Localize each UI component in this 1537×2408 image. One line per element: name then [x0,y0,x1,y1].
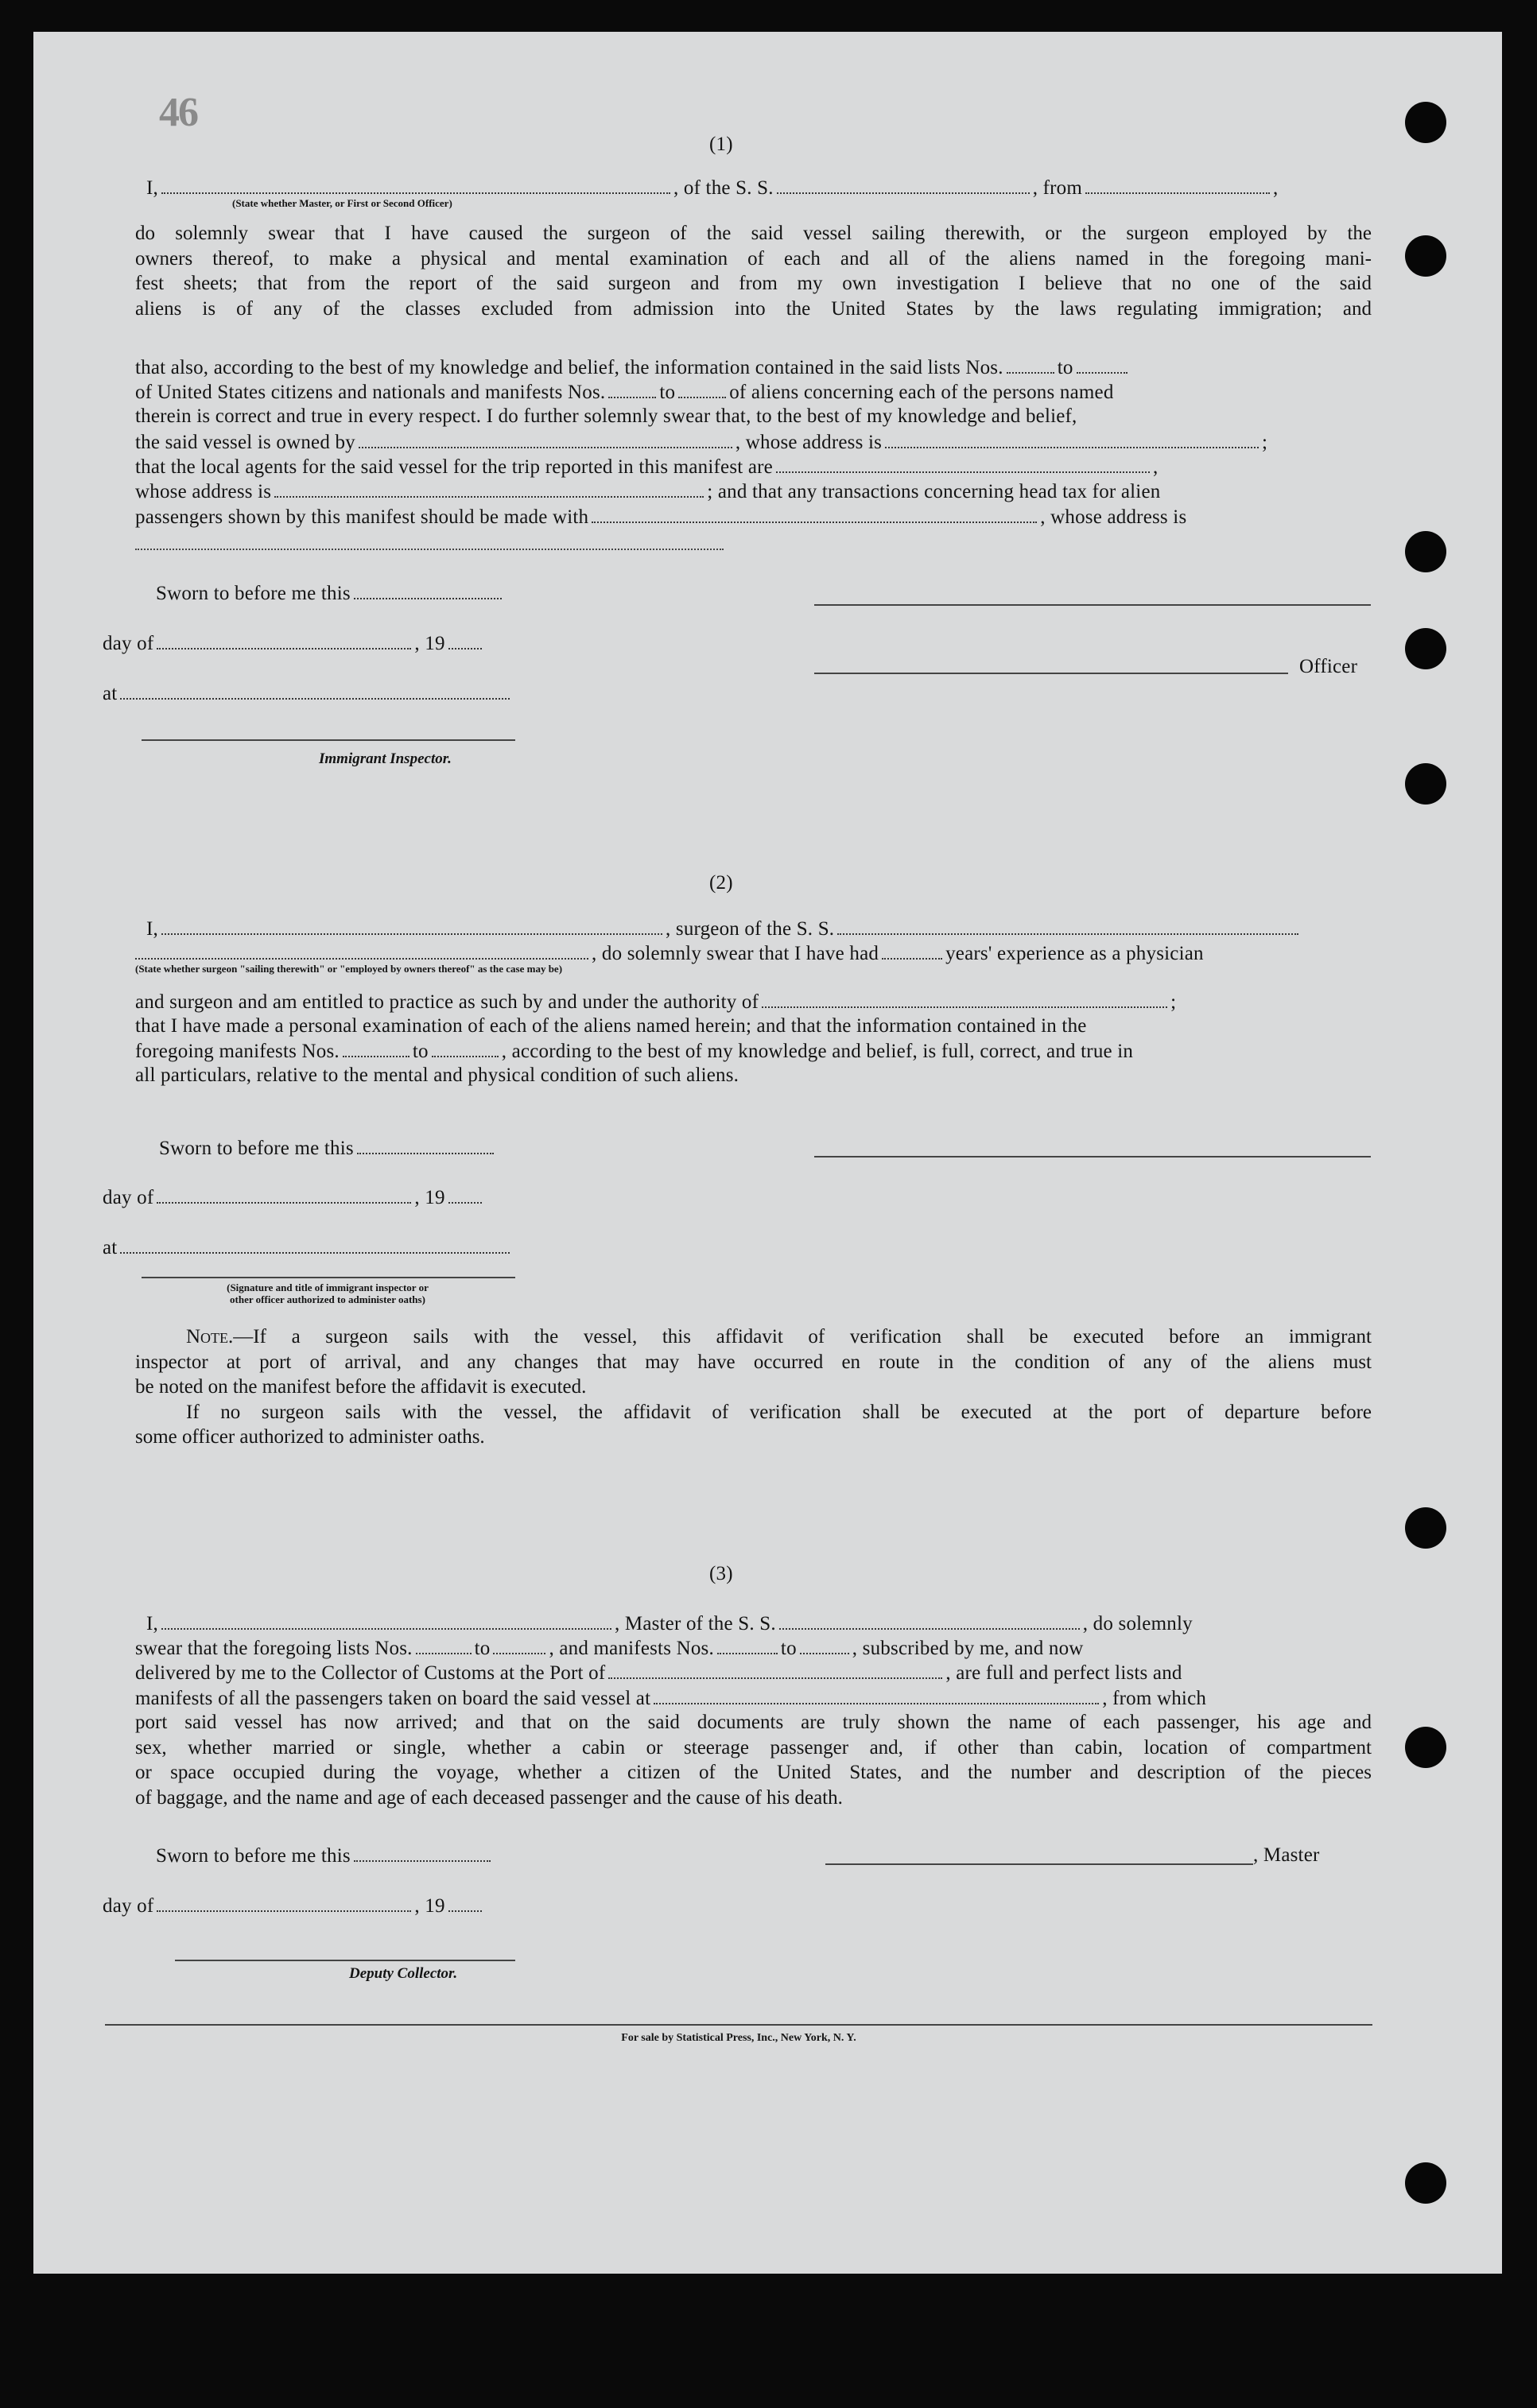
surgeon-note: (State whether surgeon "sailing therewith" or "employed by owners thereof" as the case may be) [135,963,563,975]
punch-hole [1405,2162,1446,2204]
s3-body-line: port said vessel has now arrived; and that on the said documents are truly shown the name of each passenger, his age and [135,1712,1372,1733]
section-1-heading: (1) [709,134,733,155]
note-label: Note. [186,1326,234,1347]
s2-particulars-line: all particulars, relative to the mental and physical condition of such aliens. [135,1064,739,1086]
s1-sworn-line: Sworn to before me this [122,580,505,606]
s3-body-line: or space occupied during the voyage, whether a citizen of the United States, and the number and description of the pieces [135,1762,1372,1784]
footer-rule [105,2024,1372,2026]
s1-address-blank [135,549,724,550]
s1-signature-line [814,604,1371,606]
s1-agents-line: that the local agents for the said vessel for the trip reported in this manifest are , [135,454,1158,479]
s2-exam-line: that I have made a personal examination of each of the aliens named herein; and that the information contained in the [135,1015,1087,1037]
officer-label: Officer [1299,656,1358,677]
s2-sworn-line: Sworn to before me this [122,1135,497,1161]
punch-hole [1405,628,1446,669]
s2-signature-line [814,1156,1371,1157]
s1-day-line: day of , 19 [103,630,485,656]
master-label: , Master [1253,1844,1320,1866]
s1-lists-line: that also, according to the best of my knowledge and belief, the information contained in the said lists Nos. to [135,355,1131,380]
punch-hole [1405,1507,1446,1549]
note-line-4: If no surgeon sails with the vessel, the affidavit of verification shall be executed at the port of departure before [186,1401,1372,1423]
s1-body-line: aliens is of any of the classes excluded from admission into the United States by the laws regulating immigration; and [135,297,1372,320]
s1-correct-line: therein is correct and true in every respect. I do further solemnly swear that, to the best of my knowledge and belief, [135,405,1077,427]
s3-lists-line: swear that the foregoing lists Nos. to , and manifests Nos. to , subscribed by me, and now [135,1635,1084,1661]
inspector-signature-line [142,739,515,741]
s3-manifests-line: manifests of all the passengers taken on board the said vessel at , from which [135,1685,1206,1711]
page-number: 46 [159,90,197,135]
s2-experience-line: , do solemnly swear that I have had years' experience as a physician [135,940,1204,966]
s3-sworn-line: Sworn to before me this [122,1843,494,1868]
section-1-body [135,221,1372,321]
officer-signature-line [814,673,1288,674]
note-line-3: be noted on the manifest before the affidavit is executed. [135,1376,587,1398]
s1-owned-line: the said vessel is owned by , whose address is ; [135,429,1267,455]
section-3-heading: (3) [709,1563,733,1584]
note-line-1: Note.—If a surgeon sails with the vessel, this affidavit of verification shall be executed before an immigrant [186,1326,1372,1347]
s1-body-line: do solemnly swear that I have caused the surgeon of the said vessel sailing therewith, or the surgeon employed by the [135,223,1372,244]
note-line-5: some officer authorized to administer oaths. [135,1426,485,1448]
s2-line-I: I, , surgeon of the S. S. [146,916,1302,941]
signature-note: (Signature and title of immigrant inspector or other officer authorized to administer oaths) [227,1282,429,1305]
s1-address-line: whose address is ; and that any transactions concerning head tax for alien [135,479,1160,504]
punch-hole [1405,763,1446,805]
note-block [135,1324,1372,1450]
s2-at-line: at [103,1235,513,1260]
s1-citizens-line: of United States citizens and nationals and manifests Nos. to of aliens concerning each of the persons named [135,379,1114,405]
officer-note: (State whether Master, or First or Second Officer) [232,197,452,209]
punch-hole [1405,102,1446,143]
s2-foregoing-line: foregoing manifests Nos. to , according to the best of my knowledge and belief, is full, correct, and true in [135,1038,1133,1064]
s2-authority-line: and surgeon and am entitled to practice as such by and under the authority of ; [135,989,1176,1014]
s3-day-line: day of , 19 [103,1893,485,1918]
master-signature-line [825,1863,1253,1865]
section-2-heading: (2) [709,872,733,894]
s1-body-line: owners thereof, to make a physical and mental examination of each and all of the aliens named in the foregoing mani- [135,247,1372,269]
deputy-signature-line [175,1960,515,1961]
s1-body-line: fest sheets; that from the report of the said surgeon and from my own investigation I believe that no one of the said [135,273,1372,295]
s1-line-I: I, , of the S. S. , from , [146,175,1278,200]
deputy-collector-label: Deputy Collector. [349,1965,458,1982]
s3-line-I: I, , Master of the S. S. , do solemnly [146,1611,1193,1636]
s1-at-line: at [103,681,513,706]
s2-day-line: day of , 19 [103,1185,485,1210]
punch-hole [1405,1727,1446,1768]
manifest-back-page [33,32,1502,2274]
immigrant-inspector-label: Immigrant Inspector. [319,750,452,767]
punch-hole [1405,531,1446,572]
section-3-body [135,1710,1372,1810]
punch-hole [1405,235,1446,277]
s3-delivered-line: delivered by me to the Collector of Customs at the Port of , are full and perfect lists and [135,1660,1182,1685]
s1-passengers-line: passengers shown by this manifest should be made with , whose address is [135,504,1186,529]
s2-official-signature-line [142,1277,515,1278]
note-line-2: inspector at port of arrival, and any changes that may have occurred en route in the condition of any of the aliens must [135,1351,1372,1373]
printer-imprint: For sale by Statistical Press, Inc., New York, N. Y. [621,2032,856,2044]
s3-body-line: of baggage, and the name and age of each deceased passenger and the cause of his death. [135,1786,843,1809]
s3-body-line: sex, whether married or single, whether a cabin or steerage passenger and, if other than cabin, location of compartment [135,1736,1372,1758]
